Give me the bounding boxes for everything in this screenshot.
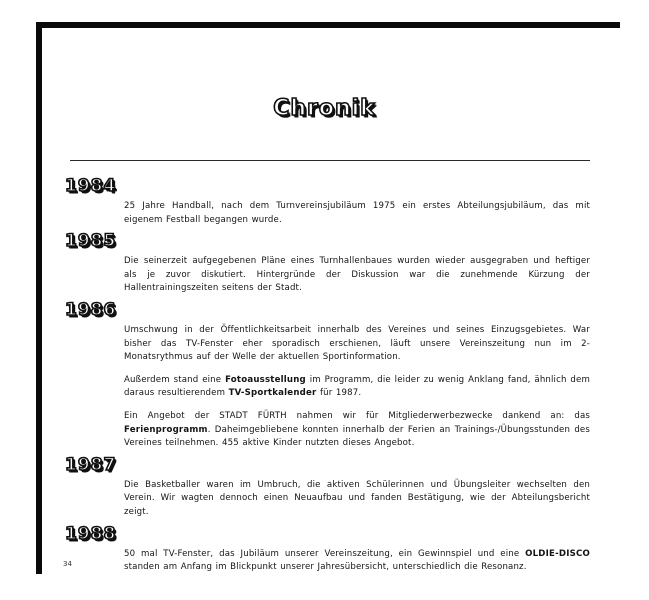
- page-number: 34: [63, 560, 72, 568]
- entry-paragraph: [124, 255, 590, 296]
- text-run: . Daheimgebliebene konnten innerhalb der Ferien an Trainings-/Übungsstunden des Vereines teilnehmen. 455 aktive Kinder nutzten dieses Angebot.: [124, 424, 590, 449]
- emphasis-term: OLDIE-DISCO: [525, 548, 590, 559]
- entry-year-heading: 1985: [65, 231, 117, 252]
- chronicle-entry: [0, 300, 649, 451]
- entry-paragraph: [124, 324, 590, 365]
- chronicle-entry: [0, 524, 649, 575]
- entry-year-heading: 1987: [65, 454, 117, 475]
- page-title: Chronik: [273, 96, 376, 121]
- text-run: Umschwung in der Öffentlichkeitsarbeit innerhalb des Vereines und seines Einzugsgebietes. War bisher das TV-Fenster eher sporadisch erschienen, läuft unsere Vereinszeitung nun im 2-Monatsrythmus auf der Welle der aktuellen Sportinformation.: [124, 324, 590, 363]
- text-run: für 1987.: [316, 388, 362, 399]
- chronicle-entry: [0, 231, 649, 296]
- text-run: 25 Jahre Handball, nach dem Turnvereinsjubiläum 1975 ein erstes Abteilungsjubiläum, das mit eigenem Festball begangen wurde.: [124, 201, 590, 225]
- chronicle-entry: [0, 176, 649, 227]
- entry-paragraph: [124, 200, 590, 227]
- page-frame-top-edge: [36, 22, 620, 28]
- entry-paragraph: [124, 548, 590, 575]
- entry-paragraph: [124, 374, 590, 401]
- emphasis-term: Fotoausstellung: [225, 374, 306, 385]
- text-run: im Programm, die leider zu wenig Anklang fand, ähnlich dem daraus resultierendem: [124, 374, 590, 399]
- entry-body: [124, 255, 590, 296]
- entry-paragraph: [124, 410, 590, 451]
- text-run: 50 mal TV-Fenster, das Jubiläum unserer Vereinszeitung, ein Gewinnspiel und eine: [124, 548, 526, 559]
- entry-body: [124, 200, 590, 227]
- title-divider-rule: [70, 160, 590, 161]
- text-run: standen am Anfang im Blickpunkt unserer Jahresübersicht, unterschiedlich die Resonanz.: [124, 562, 527, 573]
- text-run: Ein Angebot der STADT FÜRTH nahmen wir für Mitgliederwerbezwecke dankend an: das: [124, 410, 590, 421]
- text-run: Außerdem stand eine: [124, 374, 226, 385]
- emphasis-term: TV-Sportkalender: [228, 388, 317, 399]
- entry-body: [124, 479, 590, 520]
- text-run: Die seinerzeit aufgegebenen Pläne eines Turnhallenbaues wurden wieder ausgegraben und heftiger als je zuvor diskutiert. Hintergründe der Diskussion war die zunehmende Kürzung der Hallentrainingszeiten seitens der Stadt.: [124, 256, 590, 294]
- entry-paragraph: [124, 479, 590, 520]
- entry-year-heading: 1986: [65, 299, 117, 320]
- entry-body: [124, 548, 590, 575]
- entry-year-heading: 1984: [65, 176, 117, 196]
- entry-body: [124, 324, 590, 451]
- text-run: Die Basketballer waren im Umbruch, die aktiven Schülerinnen und Übungsleiter wechselten den Verein. Wir wagten dennoch einen Neuaufbau und fanden Bestätigung, wie der Abteilungsbericht zeigt.: [124, 479, 590, 517]
- chronicle-entry: [0, 455, 649, 520]
- chronicle-entries: [0, 176, 649, 579]
- emphasis-term: Ferienprogramm: [124, 424, 208, 435]
- entry-year-heading: 1988: [65, 523, 117, 544]
